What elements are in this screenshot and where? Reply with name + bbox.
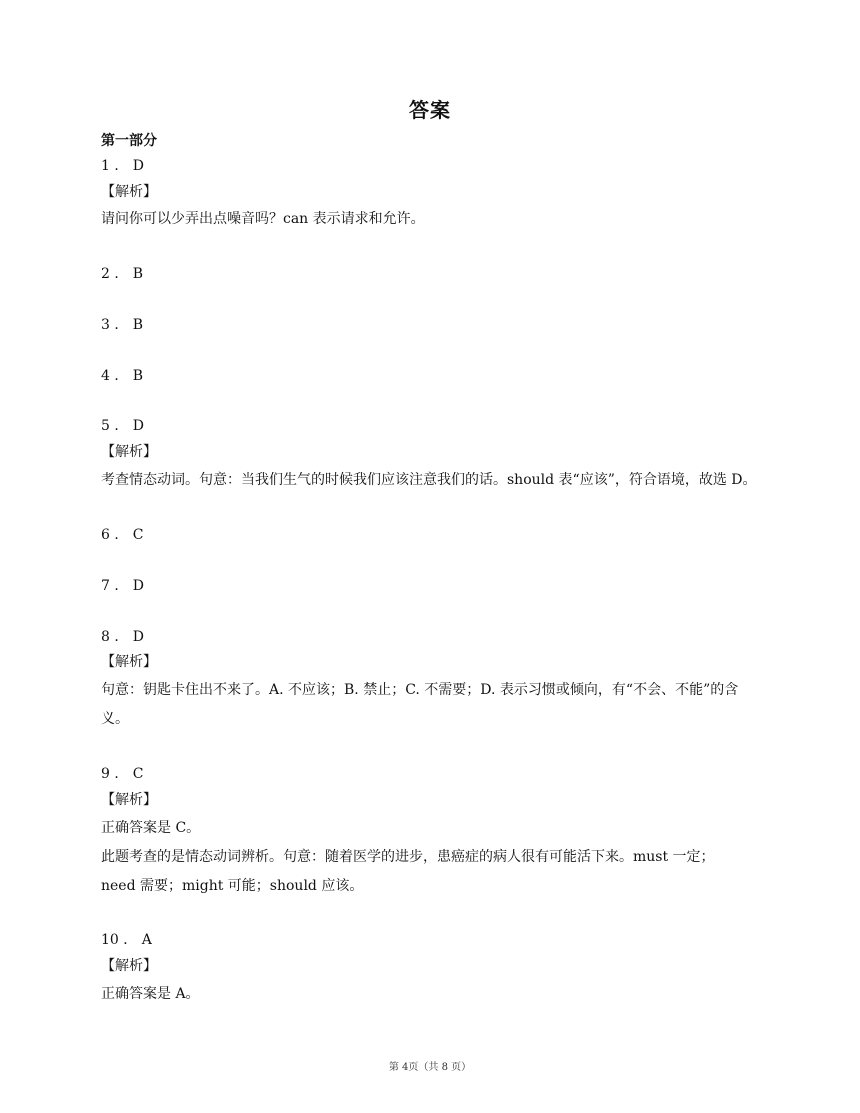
analysis-text-8-line1: 句意：钥匙卡住出不来了。A. 不应该；B. 禁止；C. 不需要；D. 表示习惯或倾向，有“不会、不能”的含 (101, 682, 739, 698)
analysis-tag-1: 【解析】 (101, 184, 157, 200)
analysis-tag-5: 【解析】 (101, 444, 157, 460)
analysis-text-9-line1: 正确答案是 C。 (101, 820, 201, 836)
answer-6: 6 ． C (101, 527, 144, 543)
answer-10: 10 ． A (101, 932, 152, 948)
answer-4: 4 ． B (101, 368, 144, 384)
section-heading: 第一部分 (101, 133, 157, 149)
answer-7: 7 ． D (101, 578, 145, 594)
page-title: 答案 (409, 98, 451, 122)
analysis-text-5: 考查情态动词。句意：当我们生气的时候我们应该注意我们的话。should 表“应该”，符合语境，故选 D。 (101, 472, 757, 488)
analysis-tag-10: 【解析】 (101, 958, 157, 974)
answer-3: 3 ． B (101, 317, 144, 333)
analysis-text-9-line3: need 需要；might 可能；should 应该。 (101, 878, 364, 894)
answer-9: 9 ． C (101, 766, 144, 782)
answer-1: 1 ． D (101, 158, 145, 174)
answer-5: 5 ． D (101, 418, 145, 434)
answer-8: 8 ． D (101, 629, 145, 645)
analysis-text-10: 正确答案是 A。 (101, 986, 200, 1002)
analysis-text-9-line2: 此题考查的是情态动词辨析。句意：随着医学的进步，患癌症的病人很有可能活下来。must 一定； (101, 849, 715, 865)
page-footer: 第 4页（共 8 页） (388, 1062, 472, 1073)
analysis-tag-8: 【解析】 (101, 654, 157, 670)
analysis-tag-9: 【解析】 (101, 792, 157, 808)
answer-2: 2 ． B (101, 266, 144, 282)
analysis-text-1: 请问你可以少弄出点噪音吗？can 表示请求和允许。 (101, 211, 425, 227)
analysis-text-8-line2: 义。 (101, 711, 129, 727)
